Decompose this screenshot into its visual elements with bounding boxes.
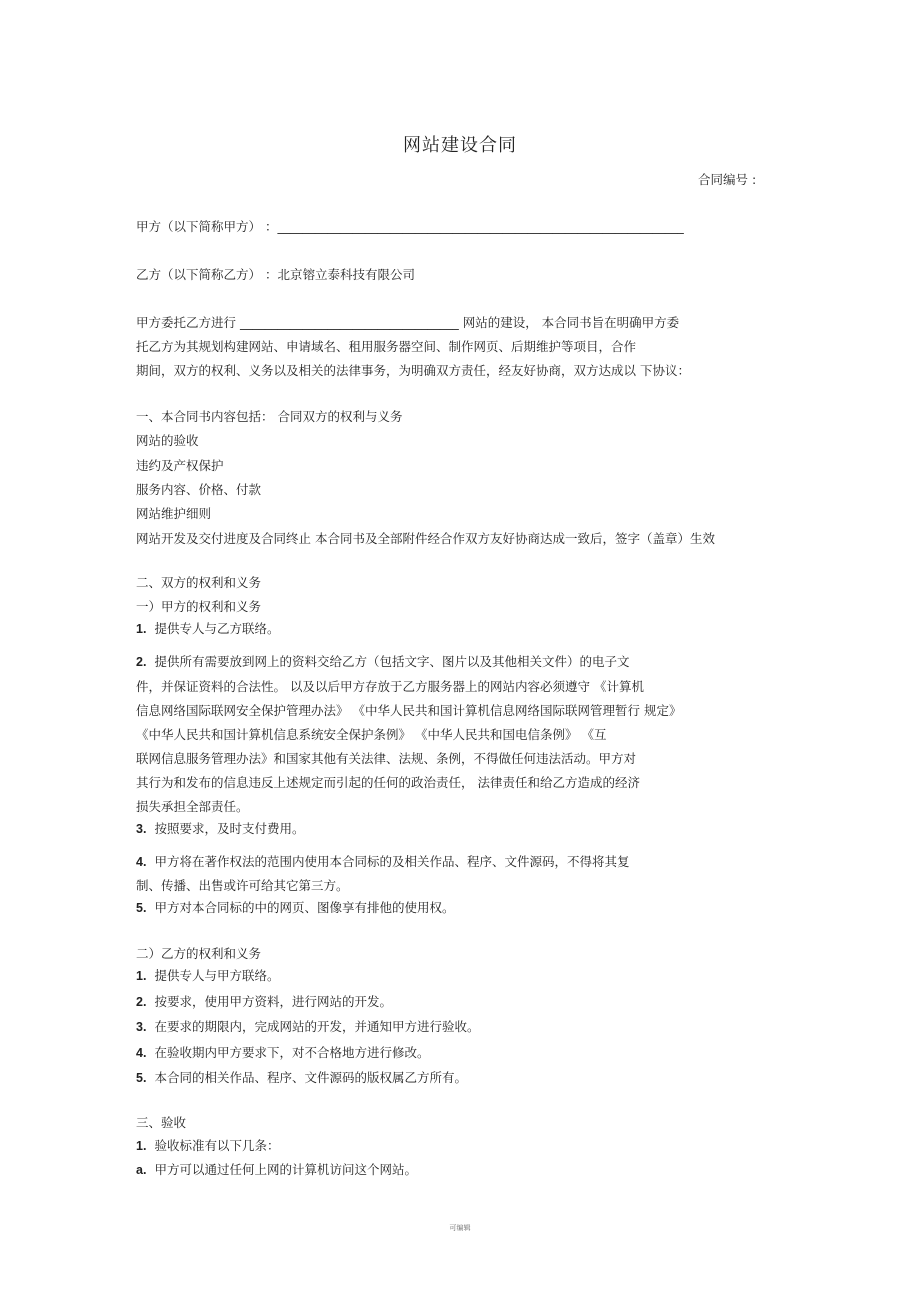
intro-line: 甲方委托乙方进行 ___________________________________ 网站的建设， 本合同书旨在明确甲方委 [136, 315, 680, 330]
continuation-line: 制、传播、出售或许可给其它第三方。 [136, 878, 349, 893]
item-number: 3. [136, 822, 147, 836]
party-b-duty-2 [136, 994, 392, 1010]
section-1-heading: 一、本合同书内容包括： 合同双方的权利与义务 [136, 409, 403, 424]
item-text: 在验收期内甲方要求下，对不合格地方进行修改。 [154, 1045, 430, 1060]
party-a-duty-3 [136, 821, 304, 837]
intro-line: 期间，双方的权利、义务以及相关的法律事务，为明确双方责任，经友好协商，双方达成以 下协议： [136, 363, 690, 378]
party-b-duty-4 [136, 1045, 429, 1061]
item-text: 按要求，使用甲方资料，进行网站的开发。 [154, 994, 392, 1009]
contract-number-label: 合同编号 : [698, 172, 757, 187]
party-b-duty-5 [136, 1070, 467, 1086]
subsection-b-heading: 二）乙方的权利和义务 [136, 946, 262, 961]
party-a-duty-5 [136, 900, 454, 916]
party-a-duty-4 [136, 854, 629, 870]
party-b-duty-3 [136, 1019, 479, 1035]
item-text: 甲方将在著作权法的范围内使用本合同标的及相关作品、程序、文件源码，不得将其复 [154, 854, 630, 869]
item-number: 1. [136, 1139, 147, 1153]
item-number: 4. [136, 1046, 147, 1060]
item-text: 本合同的相关作品、程序、文件源码的版权属乙方所有。 [154, 1070, 467, 1085]
item-text: 在要求的期限内，完成网站的开发，并通知甲方进行验收。 [154, 1019, 480, 1034]
continuation-line: 信息网络国际联网安全保护管理办法》 《中华人民共和国计算机信息网络国际联网管理暂行 规定》 [136, 703, 682, 718]
item-number: 1. [136, 969, 147, 983]
item-number: a. [136, 1163, 147, 1177]
continuation-line: 损失承担全部责任。 [136, 799, 249, 814]
section-1-item: 违约及产权保护 [136, 458, 224, 473]
page-footer: 可编辑 [449, 1224, 471, 1232]
party-a-duty-1 [136, 621, 279, 637]
party-b-line: 乙方（以下简称乙方） ：北京镕立泰科技有限公司 [136, 267, 415, 282]
item-number: 1. [136, 622, 147, 636]
item-number: 2. [136, 655, 147, 669]
item-number: 2. [136, 995, 147, 1009]
acceptance-item-a [136, 1162, 417, 1178]
intro-line: 托乙方为其规划构建网站、申请域名、租用服务器空间、制作网页、后期维护等项目，合作 [136, 339, 637, 354]
continuation-line: 其行为和发布的信息违反上述规定而引起的任何的政治责任， 法律责任和给乙方造成的经济 [136, 775, 640, 790]
item-text: 按照要求，及时支付费用。 [154, 821, 305, 836]
item-text: 提供专人与乙方联络。 [154, 621, 280, 636]
item-text: 甲方对本合同标的中的网页、图像享有排他的使用权。 [154, 900, 455, 915]
party-b-duty-1 [136, 968, 279, 984]
document-title: 网站建设合同 [403, 135, 517, 156]
subsection-a-heading: 一）甲方的权利和义务 [136, 599, 262, 614]
section-2-heading: 二、双方的权利和义务 [136, 575, 262, 590]
section-1-item: 网站维护细则 [136, 506, 212, 521]
item-number: 3. [136, 1020, 147, 1034]
acceptance-item-1 [136, 1138, 279, 1154]
continuation-line: 《中华人民共和国计算机信息系统安全保护条例》 《中华人民共和国电信条例》 《互 [136, 727, 607, 742]
item-text: 验收标准有以下几条： [154, 1138, 280, 1153]
section-1-item: 网站开发及交付进度及合同终止 本合同书及全部附件经合作双方友好协商达成一致后，签字（盖章）生效 [136, 531, 715, 546]
section-1-item: 网站的验收 [136, 433, 199, 448]
item-number: 4. [136, 855, 147, 869]
party-a-line: 甲方（以下简称甲方） ：_________________________________________________________________ [136, 219, 684, 234]
continuation-line: 联网信息服务管理办法》和国家其他有关法律、法规、条例，不得做任何违法活动。甲方对 [136, 751, 637, 766]
item-text: 提供所有需要放到网上的资料交给乙方（包括文字、图片以及其他相关文件）的电子文 [154, 654, 630, 669]
item-number: 5. [136, 1071, 147, 1085]
party-a-duty-2 [136, 654, 629, 670]
continuation-line: 件，并保证资料的合法性。 以及以后甲方存放于乙方服务器上的网站内容必须遵守 《计算机 [136, 679, 644, 694]
section-3-heading: 三、验收 [136, 1115, 187, 1130]
item-text: 提供专人与甲方联络。 [154, 968, 280, 983]
section-1-item: 服务内容、价格、付款 [136, 482, 262, 497]
item-number: 5. [136, 901, 147, 915]
item-text: 甲方可以通过任何上网的计算机访问这个网站。 [154, 1162, 417, 1177]
